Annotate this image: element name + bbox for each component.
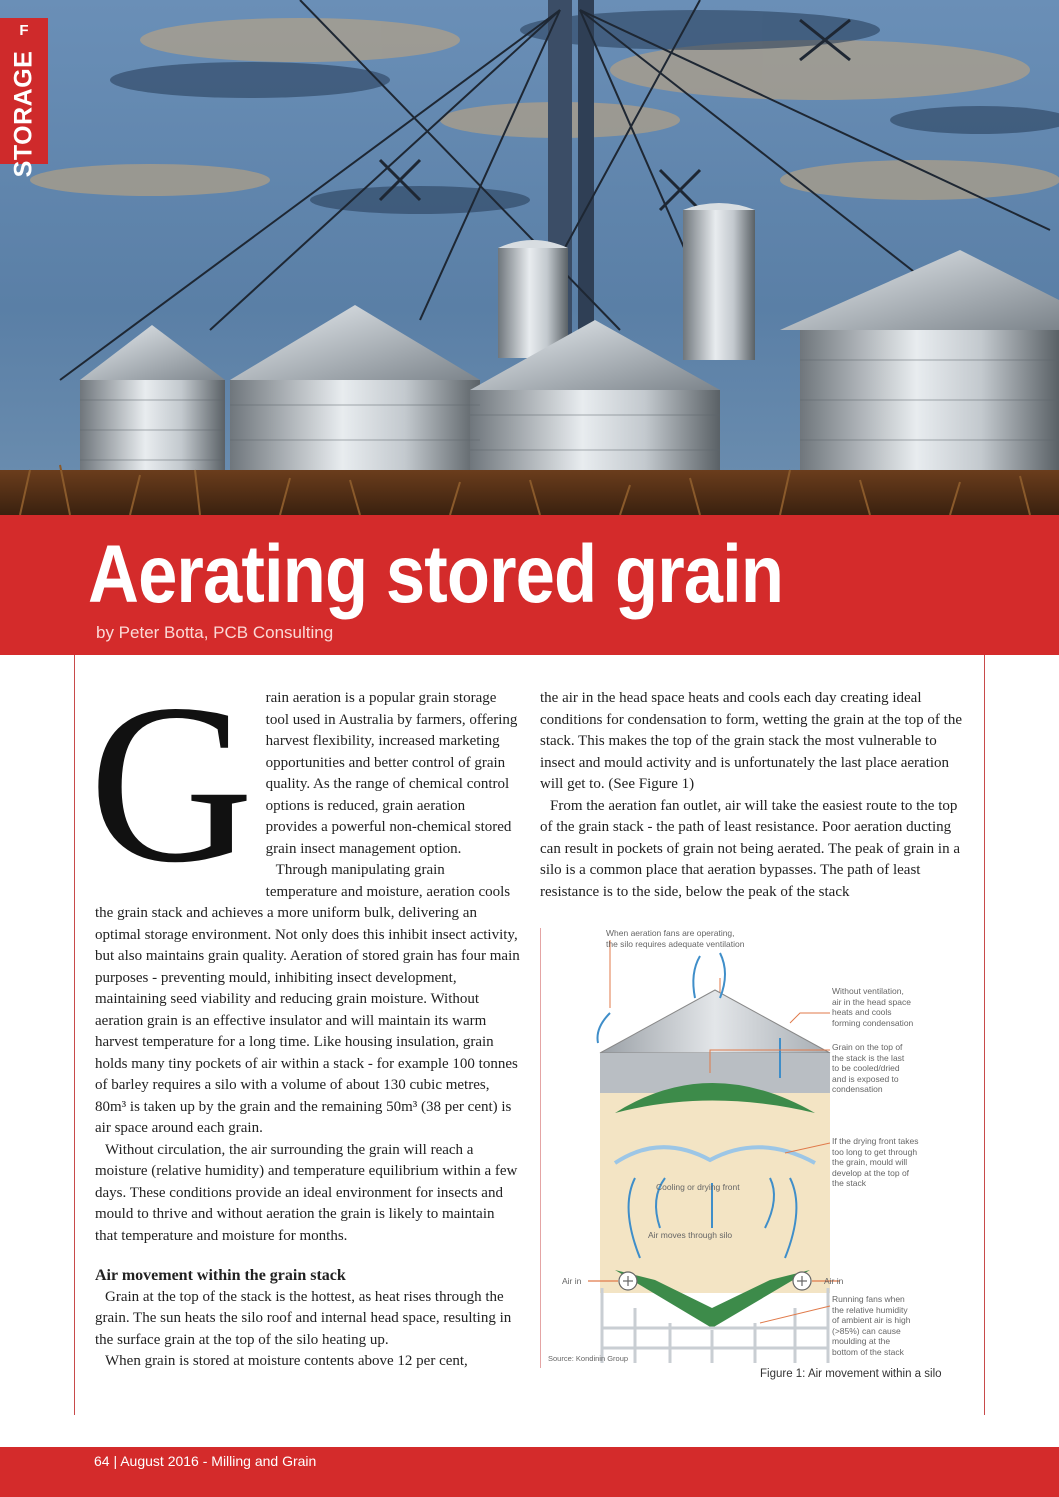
paragraph-1: rain aeration is a popular grain storage tool used in Australia by farmers, offering harvest flexibility, increased marketing opportunities and better control of grain quality. As the range of chemical control options is reduced, grain aeration provides a powerful non-chemical stored grain insect management option. [265, 690, 518, 857]
column-two [540, 688, 965, 903]
paragraph-3: Without circulation, the air surrounding the grain will reach a moisture (relative humidity) and temperature equilibrium within a few days. These conditions provide an ideal environment for insects and mould to thrive and without aeration the grain is likely to maintain that temperature and moisture for months. [95, 1141, 518, 1244]
footer-text: 64 | August 2016 - Milling and Grain [94, 1453, 317, 1469]
label-grain-top: Grain on the top of the stack is the last to be cooled/dried and is exposed to condensation [832, 1042, 905, 1094]
label-ventilation-top: When aeration fans are operating, the silo requires adequate ventilation [606, 928, 745, 949]
label-without-ventilation: Without ventilation, air in the head space heats and cools forming condensation [832, 986, 914, 1028]
hero-photo [0, 0, 1059, 515]
article-byline: by Peter Botta, PCB Consulting [96, 623, 334, 642]
paragraph-2: Through manipulating grain temperature and moisture, aeration cools the grain stack and achieves a more uniform bulk, delivering an optimal storage environment. Not only does this inhibit insect activity, but also maintains grain quality. Aeration of stored grain has four main purposes - preventing mould, inhibiting insect development, maintaining seed viability and reducing grain moisture. Without aeration grain is an effective insulator and will maintain its warm harvest temperature for a long time. Like housing insulation, grain holds many tiny pockets of air within a stack - for example 100 tonnes of barley requires a silo with a volume of about 130 cubic metres, 80m³ is taken up by the grain and the remaining 50m³ (38 per cent) is air space around each grain. [95, 862, 520, 1136]
section-label: STORAGE [9, 50, 38, 178]
paragraph-5: When grain is stored at moisture contents above 12 per cent, [105, 1353, 468, 1369]
label-air-moves: Air moves through silo [648, 1230, 733, 1240]
label-drying-front: If the drying front takes too long to get through the grain, mould will develop at the top of the stack [832, 1136, 919, 1188]
paragraph-6: the air in the head space heats and cools each day creating ideal conditions for condensation to form, wetting the grain at the top of the stack. This makes the top of the grain stack the most vulnerable to insect and mould activity and is unfortunately the last place aeration will get to. (See Figure 1) [540, 690, 962, 792]
subheading-air-movement: Air movement within the grain stack [95, 1267, 346, 1284]
article-title: Aerating stored grain [88, 529, 784, 620]
page-footer [0, 1447, 1059, 1497]
silo-landscape-illustration [0, 0, 1059, 515]
title-band [0, 515, 1059, 655]
drop-cap: G [89, 658, 254, 910]
column-rule-right [984, 655, 985, 1415]
section-tab [0, 18, 48, 178]
section-letter: F [19, 22, 29, 39]
paragraph-4: Grain at the top of the stack is the hottest, as heat rises through the grain. The sun heats the silo roof and internal head space, resulting in the surface grain at the top of the silo heating up. [95, 1288, 512, 1348]
label-running-fans: Running fans when the relative humidity of ambient air is high (>85%) can cause moulding at the bottom of the stack [832, 1294, 911, 1357]
intro-paragraph [89, 658, 520, 910]
column-one [89, 658, 520, 1373]
paragraph-7: From the aeration fan outlet, air will take the easiest route to the top of the grain stack - the path of least resistance. Poor aeration ducting can result in pockets of grain not being aerated. The peak of grain in a silo is a common place that aeration bypasses. The path of least resistance is to the side, below the peak of the stack [540, 797, 960, 900]
label-cooling-front: Cooling or drying front [656, 1182, 740, 1192]
label-air-in-left: Air in [562, 1276, 582, 1286]
label-air-in-right: Air in [824, 1276, 844, 1286]
figure-caption: Figure 1: Air movement within a silo [760, 1368, 942, 1380]
figure-silo-diagram [540, 928, 970, 1368]
column-rule-left [74, 655, 75, 1415]
figure-source: Source: Kondinin Group [548, 1354, 629, 1363]
